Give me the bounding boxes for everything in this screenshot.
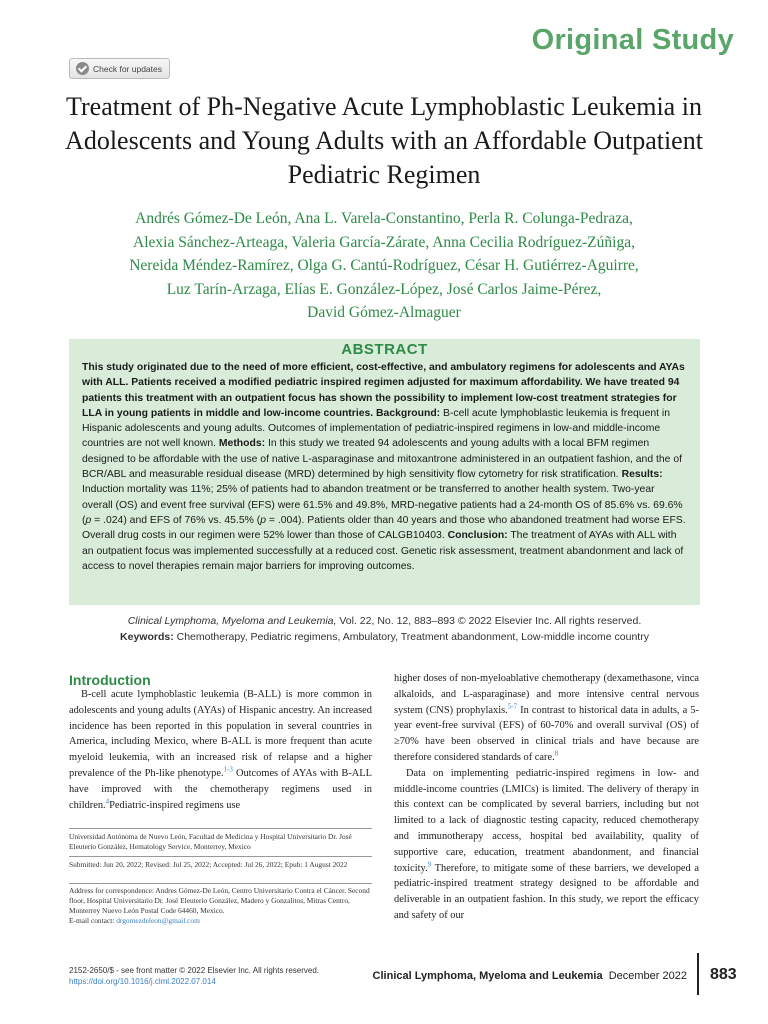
methods-label: Methods: bbox=[218, 438, 266, 450]
reference-link[interactable]: 5-7 bbox=[507, 702, 518, 711]
doi-link[interactable]: https://doi.org/10.1016/j.clml.2022.07.014 bbox=[69, 977, 216, 986]
conclusion-label: Conclusion: bbox=[447, 530, 508, 542]
body-column-left bbox=[69, 687, 372, 813]
introduction-heading: Introduction bbox=[69, 672, 151, 688]
body-text: Therefore, to mitigate some of these barriers, we developed a pediatric-inspired treatment strategy designed to be affordable and deliverable in an outpatient fashion. In this study, we report the efficacy and safety of our bbox=[394, 862, 699, 921]
background-label: Background: bbox=[376, 407, 441, 419]
body-text: Pediatric-inspired regimens use bbox=[109, 799, 241, 811]
author-line: Alexia Sánchez-Arteaga, Valeria García-Zárate, Anna Cecilia Rodríguez-Zúñiga, bbox=[133, 233, 635, 251]
footer-journal-name: Clinical Lymphoma, Myeloma and Leukemia bbox=[372, 970, 603, 982]
issn-text: 2152-2650/$ - see front matter © 2022 Elsevier Inc. All rights reserved. bbox=[69, 966, 320, 975]
check-updates-icon bbox=[76, 62, 89, 75]
check-updates-button[interactable] bbox=[69, 58, 170, 79]
affiliation-note: Universidad Autónoma de Nuevo León, Facultad de Medicina y Hospital Universitario Dr. José Eleuterio González, Hematology Service, Monterrey, Mexico bbox=[69, 832, 352, 851]
article-title: Treatment of Ph-Negative Acute Lymphoblastic Leukemia in Adolescents and Young Adults with an Affordable Outpatient Pediatric Regimen bbox=[65, 92, 703, 189]
body-paragraph bbox=[394, 671, 699, 766]
reference-link[interactable]: 4 bbox=[105, 797, 110, 806]
keywords-label: Keywords: bbox=[120, 631, 174, 643]
email-label: E-mail contact: bbox=[69, 916, 117, 925]
results-label: Results: bbox=[621, 469, 663, 481]
abstract-body bbox=[82, 360, 687, 574]
footnote-divider bbox=[69, 828, 372, 829]
citation-journal: Clinical Lymphoma, Myeloma and Leukemia, bbox=[127, 615, 337, 627]
author-line: David Gómez-Almaguer bbox=[307, 304, 461, 321]
footnote-divider bbox=[69, 883, 372, 884]
keywords bbox=[69, 630, 700, 645]
methods-text: In this study we treated 94 adolescents and young adults with a local BFM regimen designed to be affordable with the use of native L-asparaginase and mitoxantrone administered in an outpatient fashion, and the of BCR/ABL and measurable residual disease (MRD) determined by high sensitivity flow cytometry for risk stratification. bbox=[82, 438, 682, 481]
abstract-lead: This study originated due to the need of more efficient, cost-effective, and ambulatory regimens for adolescents and AYAs with ALL. Patients received a modified pediatric inspired regimen adjusted for maximum affordability. We have treated 94 patients this treatment with an outpatient focus has shown the possibility to implement low-cost treatment strategies for LLA in young patients in middle and low-income countries. bbox=[82, 362, 685, 419]
body-text: B-cell acute lymphoblastic leukemia (B-ALL) is more common in adolescents and young adults (AYAs) of Hispanic ancestry. An increased incidence has been reported in this population in several countries in America, including Mexico, where B-ALL is more frequent than acute myeloid leukemia, with an increased risk of relapse and a higher prevalence of the Ph-like phenotype. bbox=[69, 689, 372, 779]
body-paragraph bbox=[69, 687, 372, 813]
body-text: In contrast to historical data in adults, a 5-year event-free survival (EFS) of 60-70% and overall survival (OS) of ≥70% have been observed in clinical trials and have because are therefore considered standards of care. bbox=[394, 704, 700, 763]
results-text: = .024) and EFS of 76% vs. 45.5% ( bbox=[91, 514, 261, 526]
author-line: Andrés Gómez-De León, Ana L. Varela-Constantino, Perla R. Colunga-Pedraza, bbox=[135, 210, 633, 227]
page-number: 883 bbox=[710, 966, 737, 983]
footer-date: December 2022 bbox=[608, 970, 687, 982]
citation bbox=[69, 614, 700, 629]
author-line: Luz Tarín-Arzaga, Elías E. González-López, José Carlos Jaime-Pérez, bbox=[166, 280, 602, 298]
body-text: Data on implementing pediatric-inspired regimens in low- and middle-income countries (LMICs) is limited. The delivery of therapy in this context can be complicated by several barriers, including but not limited to a lack of diagnostic testing capacity, reduced chemotherapy and immunotherapy access, hospital bed availability, quality of supportive care, education, treatment abandonment, and financial toxicity. bbox=[394, 767, 699, 874]
reference-link[interactable]: 9 bbox=[427, 860, 432, 869]
abstract-box bbox=[69, 339, 700, 605]
reference-link[interactable]: 8 bbox=[554, 749, 559, 758]
email-link[interactable]: drgomezdeleon@gmail.com bbox=[116, 916, 200, 925]
abstract-heading: ABSTRACT bbox=[341, 341, 428, 358]
footer-journal bbox=[373, 970, 687, 982]
author-line: Nereida Méndez-Ramírez, Olga G. Cantú-Rodríguez, César H. Gutiérrez-Aguirre, bbox=[129, 257, 639, 274]
p-value-symbol: p bbox=[260, 514, 266, 526]
body-text: higher doses of non-myeloablative chemotherapy (dexamethasone, vinca alkaloids, and L-asparaginase) and more intensive central nervous system (CNS) prophylaxis. bbox=[394, 673, 699, 716]
footer-copyright bbox=[69, 965, 319, 987]
results-text: = .004). Patients older than 40 years and those who abandoned treatment had worse EFS. Overall drug costs in our regimen were 52% lower than those of CALGB10403. bbox=[82, 514, 686, 542]
correspondence-text: Address for correspondence: Andres Gómez-De León, Centro Universitario Contra el Cáncer. Second floor, Hospital Universitario Dr. José Eleuterio González, Madero y Gonzalitos, Mitras Centro, Monterrey Nuevo León Postal Code 64460, Mexico. bbox=[69, 886, 370, 915]
check-updates-label: Check for updates bbox=[93, 63, 162, 74]
footer-divider bbox=[697, 953, 699, 995]
background-text: B-cell acute lymphoblastic leukemia is frequent in Hispanic adolescents and young adults. Outcomes of implementation of pediatric-inspired regimens in low-and middle-income countries are not well known. bbox=[82, 407, 670, 450]
section-tag: Original Study bbox=[531, 24, 734, 56]
dates-note: Submitted: Jun 20, 2022; Revised: Jul 25, 2022; Accepted: Jul 26, 2022; Epub: 1 August 2022 bbox=[69, 860, 348, 869]
body-column-right bbox=[394, 671, 699, 924]
author-list bbox=[40, 207, 728, 325]
citation-details: Vol. 22, No. 12, 883–893 © 2022 Elsevier Inc. All rights reserved. bbox=[336, 615, 642, 627]
results-text: Induction mortality was 11%; 25% of patients had to abandon treatment or be transferred to another health system. Two-year overall (OS) and event free survival (EFS) were 61.5% and 49.8%, MRD-negative patients had a 24-month OS of 85.6% vs. 69.6% ( bbox=[82, 484, 683, 526]
keywords-text: Chemotherapy, Pediatric regimens, Ambulatory, Treatment abandonment, Low-middle income country bbox=[173, 631, 649, 643]
footnote-divider bbox=[69, 856, 372, 857]
correspondence-note bbox=[69, 886, 372, 926]
body-text: Outcomes of AYAs with B-ALL have improved with the chemotherapy regimens used in children. bbox=[69, 767, 372, 811]
conclusion-text: The treatment of AYAs with ALL with an outpatient focus was implemented successfully at a reduced cost. Genetic risk assessment, treatment abandonment and lack of access to novel therapies remain major barriers for improving outcomes. bbox=[82, 530, 684, 572]
reference-link[interactable]: 1-3 bbox=[223, 765, 233, 774]
p-value-symbol: p bbox=[85, 514, 92, 526]
body-paragraph bbox=[394, 766, 699, 924]
